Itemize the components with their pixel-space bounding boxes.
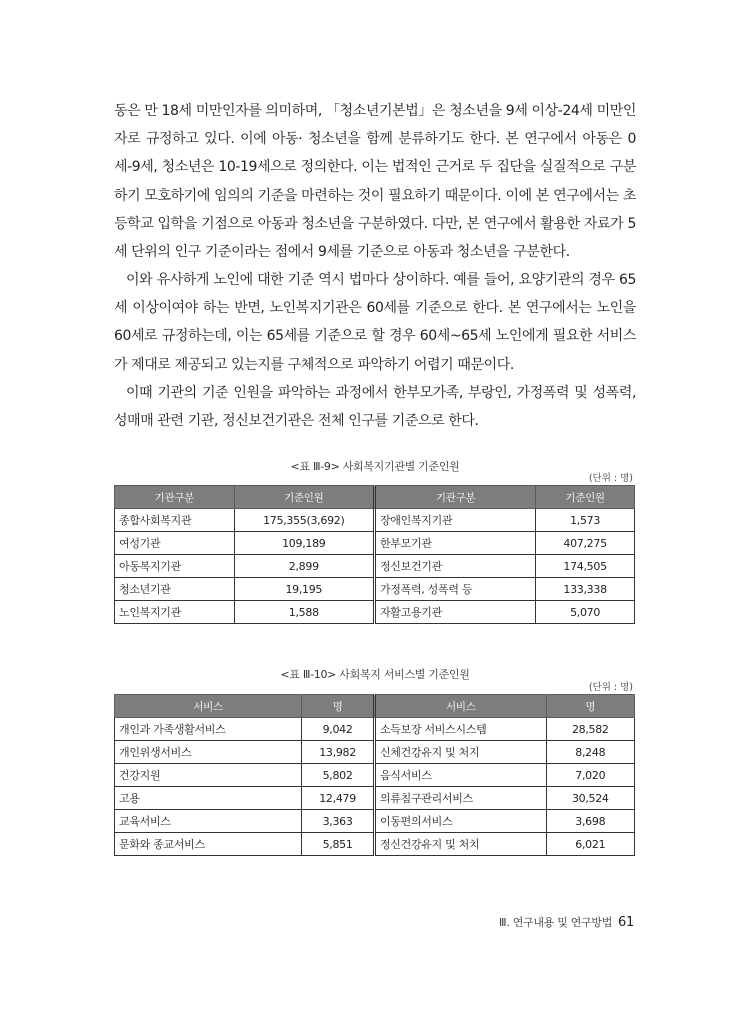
value-cell: 13,982 [302,741,375,764]
value-cell: 30,524 [546,787,634,810]
table-row [115,833,635,856]
value-cell: 407,275 [536,532,635,555]
value-cell: 28,582 [546,718,634,741]
header-cell: 기관구분 [374,486,535,509]
table1-unit: (단위 : 명) [588,473,633,484]
header-cell: 명 [546,695,634,718]
table-service-standard [114,694,635,856]
table-row [115,741,635,764]
header-cell: 기관구분 [115,486,235,509]
table1-caption: <표 Ⅲ-9> 사회복지기관별 기준인원 [290,460,460,473]
value-cell: 175,355(3,692) [234,509,374,532]
value-cell: 109,189 [234,532,374,555]
table-row [115,509,635,532]
value-cell: 8,248 [546,741,634,764]
table-institution-standard [114,485,635,624]
body-paragraph-2: 이와 유사하게 노인에 대한 기준 역시 법마다 상이하다. 예를 들어, 요양기관의 경우 65세 이상이여야 하는 반면, 노인복지기관은 60세를 기준으로 한다. 본 연구에서는 노인을 60세로 규정하는데, 이는 65세를 기준으로 할 경우 60세~65세 노인에게 필요한 서비스가 제대로 제공되고 있는지를 구체적으로 파악하기 어렵기 때문이다. [114,272,636,373]
table-row [115,764,635,787]
value-cell: 7,020 [546,764,634,787]
header-cell: 서비스 [115,695,302,718]
value-cell: 3,363 [302,810,375,833]
label-cell: 이동편의서비스 [374,810,546,833]
label-cell: 여성기관 [115,532,235,555]
table-row [115,787,635,810]
value-cell: 5,802 [302,764,375,787]
label-cell: 장애인복지기관 [374,509,535,532]
label-cell: 한부모기관 [374,532,535,555]
table-header-row [115,486,635,509]
value-cell: 5,070 [536,601,635,624]
table-row [115,718,635,741]
value-cell: 6,021 [546,833,634,856]
label-cell: 고용 [115,787,302,810]
label-cell: 음식서비스 [374,764,546,787]
header-cell: 기준인원 [234,486,374,509]
body-paragraph-3: 이때 기관의 기준 인원을 파악하는 과정에서 한부모가족, 부랑인, 가정폭력 및 성폭력, 성매매 관련 기관, 정신보건기관은 전체 인구를 기준으로 한다. [114,385,636,430]
value-cell: 12,479 [302,787,375,810]
label-cell: 교육서비스 [115,810,302,833]
header-cell: 명 [302,695,375,718]
label-cell: 신체건강유지 및 처지 [374,741,546,764]
value-cell: 174,505 [536,555,635,578]
page-number: 61 [618,915,634,930]
label-cell: 의류침구관리서비스 [374,787,546,810]
label-cell: 개인과 가족생활서비스 [115,718,302,741]
label-cell: 노인복지기관 [115,601,235,624]
label-cell: 가정폭력, 성폭력 등 [374,578,535,601]
table-row [115,555,635,578]
label-cell: 종합사회복지관 [115,509,235,532]
value-cell: 2,899 [234,555,374,578]
table-header-row [115,695,635,718]
value-cell: 19,195 [234,578,374,601]
value-cell: 9,042 [302,718,375,741]
value-cell: 1,573 [536,509,635,532]
label-cell: 건강지원 [115,764,302,787]
label-cell: 정신건강유지 및 처치 [374,833,546,856]
table-row [115,578,635,601]
body-paragraph-1: 동은 만 18세 미만인자를 의미하며, 「청소년기본법」은 청소년을 9세 이상-24세 미만인자로 규정하고 있다. 이에 아동· 청소년을 함께 분류하기도 한다. 본 연구에서 아동은 0세-9세, 청소년은 10-19세으로 정의한다. 이는 법적인 근거로 두 집단을 실질적으로 구분하기 모호하기에 임의의 기준을 마련하는 것이 필요하기 때문이다. 이에 본 연구에서는 초등학교 입학을 기점으로 아동과 청소년을 구분하였다. 다만, 본 연구에서 활용한 자료가 5세 단위의 인구 기준이라는 점에서 9세를 기준으로 아동과 청소년을 구분한다. [114,103,636,261]
table-row [115,810,635,833]
label-cell: 자활고용기관 [374,601,535,624]
label-cell: 청소년기관 [115,578,235,601]
page-footer [499,914,634,930]
table2-caption: <표 Ⅲ-10> 사회복지 서비스별 기준인원 [280,668,470,681]
table2-unit: (단위 : 명) [588,682,633,693]
header-cell: 서비스 [374,695,546,718]
value-cell: 5,851 [302,833,375,856]
header-cell: 기준인원 [536,486,635,509]
table-row [115,532,635,555]
table-row [115,601,635,624]
footer-section-title: Ⅲ. 연구내용 및 연구방법 [499,916,613,929]
label-cell: 소득보장 서비스시스템 [374,718,546,741]
label-cell: 개인위생서비스 [115,741,302,764]
label-cell: 아동복지기관 [115,555,235,578]
label-cell: 정신보건기관 [374,555,535,578]
value-cell: 1,588 [234,601,374,624]
value-cell: 3,698 [546,810,634,833]
label-cell: 문화와 종교서비스 [115,833,302,856]
value-cell: 133,338 [536,578,635,601]
